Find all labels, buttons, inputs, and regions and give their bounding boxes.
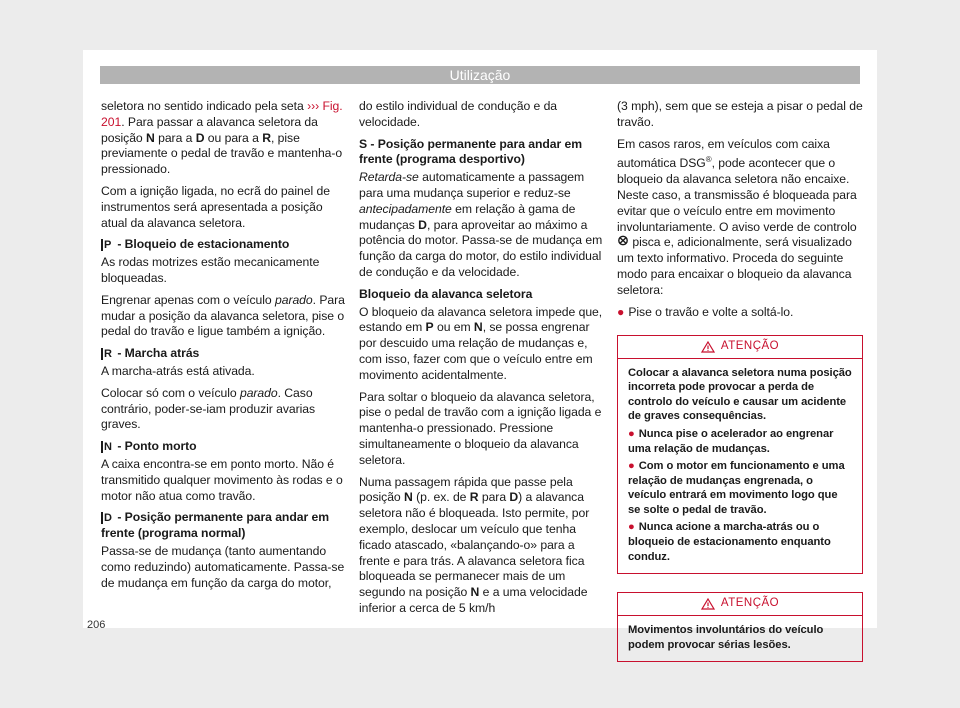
gear-d-glyph: D (101, 512, 112, 524)
warning-triangle-icon (701, 341, 715, 353)
warning-body: Movimentos involuntários do veículo podem provocar sérias lesões. (628, 624, 824, 651)
warning-box (617, 335, 863, 575)
gear-n-glyph: N (101, 441, 112, 453)
paragraph: Em casos raros, em veículos com caixa automática DSG®, pode acontecer que o bloqueio da alavanca seletora não encaixe. Neste caso, a transmissão é bloqueada para evitar que o veículo entre em movimento involuntariamente. O aviso verde de controlo pisca e, adicionalmente, será visualizado um texto informativo. Proceda do seguinte modo para encaixar o bloqueio da alavanca seletora: (617, 136, 857, 297)
heading-sport: S - Posição permanente para andar em frente (programa desportivo) (359, 136, 583, 167)
paragraph: Passa-se de mudança (tanto aumentando como reduzindo) automaticamente. Passa-se de mudança em função da carga do motor, (101, 543, 345, 590)
gear-p-glyph: P (101, 239, 112, 251)
heading-neutral: N - Ponto morto (101, 439, 347, 455)
list-item: ● Pise o travão e volte a soltá-lo. (617, 304, 794, 319)
heading-reverse: R - Marcha atrás (101, 346, 347, 362)
warning-box (617, 592, 863, 662)
paragraph: Colocar só com o veículo parado. Caso contrário, poder-se-iam produzir avarias graves. (101, 385, 316, 432)
paragraph: Engrenar apenas com o veículo parado. Para mudar a posição da alavanca seletora, pise o pedal do travão e ligue também a ignição. (101, 292, 345, 339)
warning-bullet: ● Nunca acione a marcha-atrás ou o bloqueio de estacionamento enquanto conduz. (628, 521, 831, 563)
heading-lever-lock: Bloqueio da alavanca seletora (359, 286, 533, 301)
paragraph: O bloqueio da alavanca seletora impede que, estando em P ou em N, se possa engrenar por descuido uma relação de mudanças e, com isso, fazer com que o veículo entre em movimento acidentalmente. (359, 304, 603, 382)
figure-reference-link[interactable]: ››› Fig. 201 (101, 99, 343, 129)
section-header: Utilização (100, 66, 860, 84)
column-1 (101, 99, 347, 597)
gear-lock-lamp-icon (617, 235, 629, 251)
paragraph: (3 mph), sem que se esteja a pisar o pedal de travão. (617, 99, 863, 129)
warning-body: Colocar a alavanca seletora numa posição incorreta pode provocar a perda de controlo do veículo e causar um acidente de graves consequências. ● Nunca pise o acelerador ao engrenar uma relação de mudanças. ● Com o motor em funcionamento e uma relação de mudanças engrenada, o veículo entrará em movimento logo que se solte o pedal de travão. ● Nunca acione a marcha-atrás ou o bloqueio de estacionamento enquanto conduz. (628, 366, 852, 563)
paragraph: Com a ignição ligada, no ecrã do painel de instrumentos será apresentada a posição atual da alavanca seletora. (101, 183, 330, 230)
page-number: 206 (87, 619, 106, 631)
heading-park: P - Bloqueio de estacionamento (101, 237, 347, 253)
paragraph: seletora no sentido indicado pela seta ››› Fig. 201. Para passar a alavanca seletora da posição N para a D ou para a R, pise previamente o pedal de travão e mantenha-o pressionado. (101, 99, 343, 177)
warning-bullet: ● Com o motor em funcionamento e uma relação de mudanças engrenada, o veículo entrará em movimento logo que se solte o pedal de travão. (628, 460, 845, 516)
paragraph: Numa passagem rápida que passe pela posição N (p. ex. de R para D) a alavanca seletora não é bloqueada. Isto permite, por exemplo, deslocar um veículo que tenha ficado atascado, «balançando-o» para a frente e para trás. A alavanca seletora fica bloqueada se permanecer mais de um segundo na posição N e a uma velocidade inferior a cerca de 5 km/h (359, 474, 590, 615)
paragraph: do estilo individual de condução e da velocidade. (359, 99, 558, 129)
warning-header: ATENÇÃO (618, 336, 862, 359)
heading-drive: D - Posição permanente para andar em frente (programa normal) (101, 510, 329, 541)
paragraph: Para soltar o bloqueio da alavanca seletora, pise o pedal de travão com a ignição ligada e mantenha-o pressionado. Pressione simultaneamente o bloqueio da alavanca seletora. (359, 389, 602, 467)
warning-bullet: ● Nunca pise o acelerador ao engrenar uma relação de mudanças. (628, 427, 834, 455)
bullet-icon: ● (617, 304, 625, 319)
gear-r-glyph: R (101, 348, 112, 360)
column-2 (359, 99, 605, 623)
paragraph: A marcha-atrás está ativada. (101, 363, 255, 378)
column-3 (617, 99, 863, 662)
warning-triangle-icon (701, 598, 715, 610)
paragraph: A caixa encontra-se em ponto morto. Não é transmitido qualquer movimento às rodas e o motor não atua como travão. (101, 456, 343, 503)
paragraph: As rodas motrizes estão mecanicamente bloqueadas. (101, 255, 320, 285)
paragraph: Retarda-se automaticamente a passagem para uma mudança superior e reduz-se antecipadamente em relação à gama de mudanças D, para aproveitar ao máximo a potência do motor. Passa-se de mudança em função da carga do motor, do estilo individual de condução e da velocidade. (359, 170, 603, 279)
warning-header: ATENÇÃO (618, 593, 862, 616)
